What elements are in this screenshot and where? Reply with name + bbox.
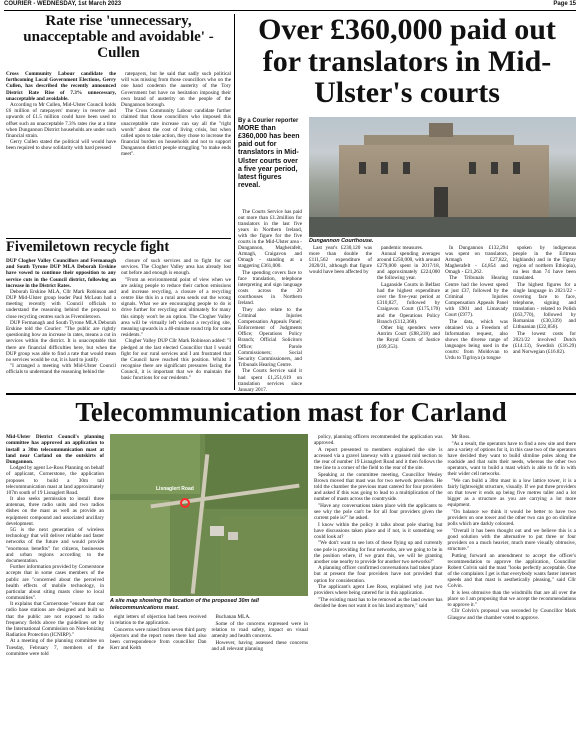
site-map	[110, 434, 308, 596]
story-fivemiletown-headline: Fivemiletown recycle fight	[6, 239, 170, 255]
story-fivemiletown	[6, 240, 231, 390]
story-translators-col-c	[445, 245, 508, 365]
paragraph: DUP Clogher Valley Councillors and Fermanagh and South Tyrone DUP MLA Deborah Erskine have vowed to continue their opposition to any service cuts in the Council district, following an increase in the District Rates.	[6, 258, 116, 289]
paragraph: It explains that Cornerstone "ensure that our radio base stations are designed and built so that the public are not exposed to radio frequency fields above the guidelines set by the International Commission on Non-Ionizing Radiation Protection (ICNIRP)."	[6, 601, 104, 638]
byline: By a Courier reporter	[238, 117, 299, 124]
paragraph: The spending covers face to face translation, telephone interpreting and sign language costs across the 20 courthouses in Northern Ireland.	[238, 269, 302, 307]
paragraph: The Courts Service said it had spent £1,251,619 on translation services since January 2017.	[238, 368, 302, 393]
story-translators	[238, 13, 576, 393]
paragraph: "Have any conversations taken place with the applicants to see why the pole can't be for all four providers given the current pole is?" he asked.	[314, 502, 443, 522]
paragraph: It is less obtrusive than the windmills that are all over the place so I am proposing that we accept the recommendations to approve it."	[447, 589, 576, 608]
paragraph: A report presented to members explained the site is accessed via a gravel laneway with a grassed mid section to the rear of number 19 Lisnaglert Road and it then follows the tree line to a corner of the field to the rear of the site.	[314, 447, 443, 472]
lead-text: MORE than £360,000 has been paid out for translators in Mid-Ulster courts over a five year period, latest figures reveal.	[238, 124, 300, 190]
story-translators-col-d	[513, 245, 576, 365]
story-fivemiletown-col-1	[6, 258, 116, 386]
paragraph: It also seeks permission to install three antennas, three radio units and two radios dishes on the mast as well as provide an equipment compound and associated ancillary development.	[6, 496, 104, 527]
paragraph: The Courts Service has paid out more than £1.2million for translators in the last five years in Northern Ireland, with the figure for the five courts in the Mid-Ulster area - Dungannon, Magherafelt, Armagh, Craigavon and Omagh - standing at a staggering £361,000.	[238, 208, 302, 270]
paragraph: A planning officer confirmed conversations had taken place but at present the four providers have not provided that option for consideration.	[314, 565, 443, 584]
paragraph: Cllr Colvin's proposal was seconded by Councillor Mark Glasgow and the chamber voted to approve.	[447, 608, 576, 621]
story-rate-rise-col-2	[121, 71, 231, 246]
photo-caption: Dungannon Courthouse.	[309, 237, 374, 244]
paragraph: The Cross Community Labour candidate further claimed that those councillors who imposed this unacceptable rate increase can say all the "right words" about the cost of living crisis, but when called upon to take action, they chose to increase the financial burden on households and not to support Dungannon district people struggling "to make ends meet".	[121, 108, 231, 157]
paragraph: "We can build a 30m mast in a low lattice tower, it is a fairly lightweight structure, visually. If we put three providers on that tower it ends up being five metres taller and a lot bigger as a structure as you are carrying a lot more equipment.	[447, 478, 576, 509]
divider	[6, 393, 576, 395]
paragraph: Annual spending averages around £250,000, with around £279,000 spent in 2017/18, and approximately £224,000 the following year.	[377, 251, 440, 282]
paragraph: Concerns were raised from seven third party objectors and the report notes there had also been correspondence from councillor Dan Kerr and Keith	[110, 627, 207, 652]
story-rate-rise-headline: Rate rise 'unnecessary, unacceptable and avoidable' - Cullen	[23, 13, 214, 61]
story-translators-col-a	[309, 245, 372, 365]
story-mast-col-1-body	[6, 465, 104, 656]
story-mast-lead: Mid-Ulster District Council's planning committee has approved an application to install a 30m telecommunication mast at land near Carland on the outskirts of Dungannon.	[6, 434, 104, 465]
paragraph: "The existing mast has to be removed as the land owner has decided he does not want it on his land anymore," said	[314, 596, 443, 609]
paragraph: Buchanan MLA.	[215, 614, 251, 621]
paragraph: 5G is the next generation of wireless technology that will deliver reliable and faster networks of the future and would provide "enormous benefits" for citizens, businesses and urban regions according to the documentation.	[6, 527, 104, 564]
masthead-date: COURIER - WEDNESDAY, 1st March 2023	[4, 1, 122, 7]
page-number: Page 15	[553, 1, 576, 7]
map-caption: A site map showing the location of the proposed 30m tall telecommunications mast.	[110, 598, 259, 611]
story-mast-headline: Telecommunication mast for Carland	[75, 397, 507, 427]
paragraph: Other big spenders were Antrim Court (£88,218) and the Royal Courts of Justice (£69,353).	[377, 325, 440, 350]
mast-location-marker	[180, 498, 190, 508]
paragraph: "I arranged a meeting with Mid-Ulster Council officials to understand the reasoning behind the	[6, 363, 116, 376]
story-translators-col-b	[377, 245, 440, 365]
courthouse-photo	[309, 117, 576, 237]
paragraph: I know within the policy it talks about pole sharing but have discussions taken place and if not, is it something we could look at?	[314, 521, 443, 540]
paragraph: spoken by indigenous people in the Eritrean highlands) and in the Tigray region of northern Ethiopia), no less than 74 have been translated.	[513, 244, 576, 281]
paragraph: "As a result, the operators have to find a new site and there are a variety of options for it, in this case two of the operators have decided they want to build slimline poles along the roadside and that suits their needs, whereas the other two operators, want to build a mast which is able to fit in with their wider cell networks.	[447, 440, 576, 478]
story-rate-rise-col-1	[6, 71, 116, 246]
paragraph: ratepayers, but he said that sadly such political will was missing from those councillors who on the one hand condemn the austerity of the Tory Government but have no hesitation imposing their own brand of austerity on the people of the Dungannon borough.	[121, 71, 231, 108]
paragraph: The highest figures for a single language in 2021/22 - covering face to face, telephone, signing and translation - related to Polish (£63,770), followed by Romanian (£30,339) and Lithuanian (£22,856).	[513, 281, 576, 331]
map-road-label: Lisnaglert Road	[156, 486, 194, 493]
story-translators-left-col	[238, 208, 302, 393]
masthead	[4, 1, 576, 11]
paragraph: The Tribunals Hearing Centre had the lowest spend at just £37, followed by the Criminal Injuries Compensation Appeals Panel with £901 and Limavady Court (£977).	[445, 275, 508, 319]
paragraph: "We don't want to see lots of these flying up and currently one pole is providing for four networks, are we going to be in the position where, if we grant this, we will be granting another one nearby to provide for another two networks?"	[314, 540, 443, 565]
paragraph: "Overall it has been thought out and we believe this is a good solution with the alternative to put three or four providers on a much heavier, much more visually obtrusive, structure."	[447, 527, 576, 553]
story-fivemiletown-col-2	[121, 258, 231, 386]
paragraph: Lodged by agent Le-Ross Planning on behalf of applicant, Cornerstone, the application proposes to build a 30m tall telecommunication mast at land approximately 107m south of 19 Lisnaglert Road.	[6, 465, 104, 496]
paragraph: At a meeting of the planning committee on Tuesday, February 7, members of the committee were told	[6, 638, 104, 657]
paragraph: The lowest costs for 2021/22 involved Dutch (£14.13), Swedish (£16.29) and Norwegian (£16.82).	[513, 330, 576, 356]
story-mast-right-col-2	[448, 434, 577, 734]
paragraph: closure of such services and to fight for our services. The Clogher Valley area has already lost out before and enough is enough.	[121, 258, 231, 277]
divider	[234, 14, 235, 390]
paragraph: The data, which was obtained via a Freedom of Information request, also shows the diverse range of languages being used in the courts: from Moldovan to Urdu to Tigrinya (a tongue	[445, 318, 508, 362]
story-translators-lead	[238, 117, 302, 191]
story-mast-under-col-2	[212, 614, 309, 734]
paragraph: policy, planning officers recommended the application was approved.	[314, 434, 443, 447]
paragraph: Clogher Valley DUP Cllr Mark Robinson added: "I pledged at the last elected Councillor that I would fight for our rural services and I am frustrated that the Council have reached this position. Whilst I recognise there are significant pressures facing the Council, it is important that we do maintain the basic functions for our residents."	[121, 338, 231, 381]
paragraph: According to Mr Cullen, Mid-Ulster Council holds £6 million of ratepayers' money in reserve and upwards of £1.5 million could have been used to offset such an unacceptable 7.3% rates rise at a time when Dungannon District households are under such financial strain.	[6, 102, 116, 139]
paragraph: Speaking at the committee meeting, Councillor Wesley Brown moved that mast was for two network providers. He told the chamber the previous mast catered for four providers and asked if this was going to lead to a multiplication of the number of masts across the countryside.	[314, 471, 443, 503]
paragraph: Cross Community Labour candidate the forthcoming Local Government Elections, Gerry Cullen, has described the recently announced District Rate Rise of 7.3% unnecessary, unacceptable and avoidable.	[6, 71, 116, 102]
paragraph: Putting forward an amendment to accept the officer's recommendation to approve the application, Councillor Robert Colvin said the mast "looks perfectly acceptable. One of the complaints I get is that everybody wants faster internet speeds and that mast is aesthetically pleasing," said Cllr Colvin.	[447, 552, 576, 590]
paragraph: Deborah Erskine MLA, Cllr Mark Robinson and DUP Mid-Ulster group leader Paul McLean had a meeting recently with Council officials to understand the reasoning behind the proposal to close recycling centres such as Fivemiletown.	[6, 289, 116, 320]
story-translators-headline: Over £360,000 paid out for translators in Mid-Ulster's courts	[258, 13, 556, 109]
paragraph: Further information provided by Cornerstone accepts that in some cases members of the public are "concerned about the perceived health effects of mobile technology, in particular about siting masts close to local communities".	[6, 564, 104, 601]
paragraph: Gerry Cullen stated the political will would have been required to show solidarity with hard pressed	[6, 139, 116, 152]
story-mast-right-col-1	[314, 434, 443, 734]
paragraph: eight letters of objection had been received in relation to the application.	[110, 614, 207, 627]
story-rate-rise	[6, 14, 231, 239]
paragraph: Some of the concerns expressed were in relation to road safety, impact on visual amenity and health concerns.	[211, 620, 308, 640]
story-mast-col-1	[6, 434, 104, 734]
paragraph: "From an environmental point of view when we are asking people to reduce their carbon emissions and increase recycling, a closure of a recycling centre like this in a rural area sends out the wrong signals. What we are encouraging people to do is drive further for recycling and ultimately for many this simply won't be an option. The Clogher Valley area will be virtually left without a recycling site, meaning upwards in a 40-minute round trip for some residents."	[121, 277, 231, 338]
paragraph: "On balance we think it would be better to have two providers on one tower and the other two can go on slimline polls which are darkly coloured.	[447, 508, 576, 528]
paragraph: DUP Fermanagh and South Tyrone MLA Deborah Erskine told the Courier: "The public are rightly questioning how an increase in rates, means a cut in services within the district. It is unacceptable that there are financial difficulties here, but when the DUP group was able to find a rate that would mean no services would be cut, it is hard to justify.	[6, 320, 116, 363]
paragraph: In Dungannon £132,294 was spent on translators, Armagh £27,822, Magherafelt - £4,854 and Omagh - £21,262.	[445, 244, 508, 275]
paragraph: Laganside Courts in Belfast had the highest expenditure over the five-year period at £310,827, followed by Craigavon Court (£175,170) and the Operations Policy Branch (£112,368).	[377, 282, 440, 325]
paragraph: They also relate to the Criminal Injuries Compensation Appeals Panel; Enforcement of Judgments Office; Operations Policy Branch; Official Solicitors Office; Parole Commissioners; Social Security Commissioners, and Tribunals Hearing Centre.	[238, 307, 302, 368]
paragraph: Mr Ross.	[451, 434, 471, 441]
paragraph: pandemic measures.	[381, 244, 424, 251]
paragraph: The applicant's agent Lee Ross, explained why just two providers where being catered for in this application.	[314, 584, 443, 597]
paragraph: However, having assessed these concerns and all relevant planning	[211, 639, 308, 652]
paragraph: Last year's £230,120 was more than double the £111,562 expenditure of 2020/21, although that figure would have been affected by	[309, 244, 372, 275]
story-mast	[6, 398, 576, 736]
story-mast-under-col-1	[110, 614, 207, 734]
